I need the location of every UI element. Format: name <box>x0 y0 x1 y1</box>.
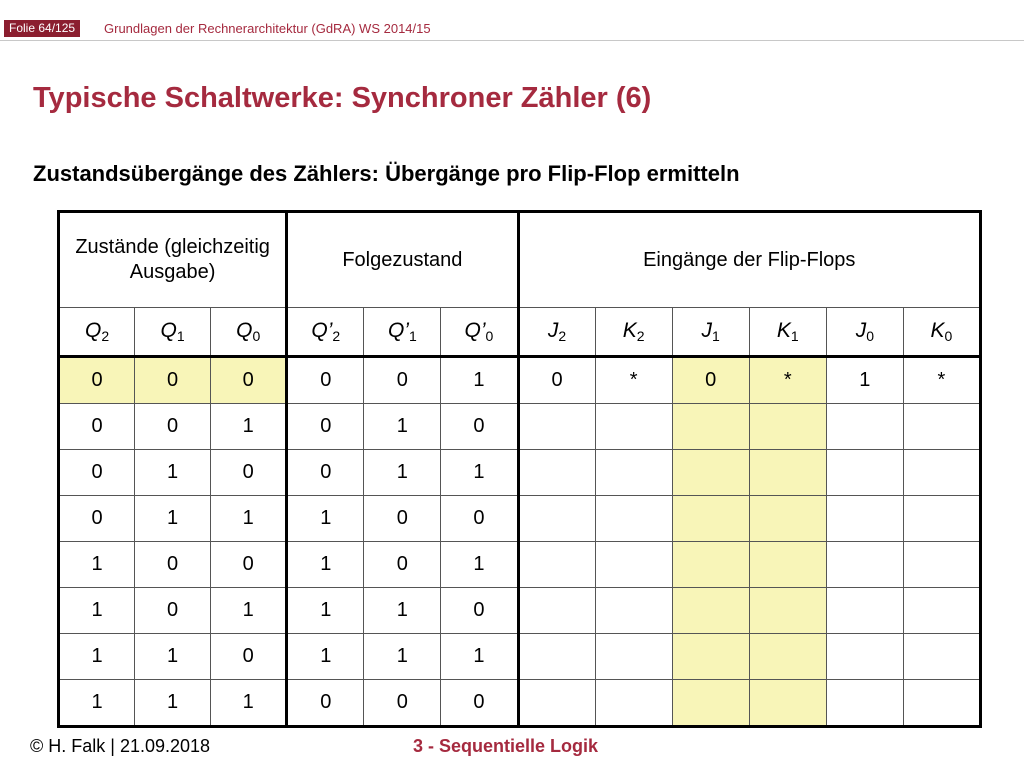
table-row <box>59 450 981 496</box>
table-cell <box>749 542 826 588</box>
table-cell: 0 <box>211 450 287 496</box>
table-cell: 0 <box>135 404 211 450</box>
table-cell <box>595 404 672 450</box>
state-transition-table <box>57 210 982 728</box>
table-cell: * <box>903 357 980 404</box>
table-cell: 0 <box>135 357 211 404</box>
table-cell <box>672 680 749 727</box>
table-row <box>59 357 981 404</box>
table-cell <box>903 404 980 450</box>
table-cell: 1 <box>135 496 211 542</box>
footer-author-date: © H. Falk | 21.09.2018 <box>30 736 211 756</box>
table-cell <box>595 542 672 588</box>
var-header-q2: $Q_2$ <box>59 308 135 357</box>
slide-number-badge: Folie 64/125 <box>4 20 80 37</box>
table-cell: 0 <box>364 542 441 588</box>
table-cell: 1 <box>211 496 287 542</box>
table-cell <box>826 496 903 542</box>
var-header-q0-next: $Q’_0$ <box>441 308 518 357</box>
table-cell <box>672 634 749 680</box>
table-cell <box>903 634 980 680</box>
variable-header-row <box>59 308 981 357</box>
table-cell: 0 <box>364 496 441 542</box>
table-cell <box>672 496 749 542</box>
table-cell: 1 <box>211 680 287 727</box>
table-cell <box>903 680 980 727</box>
table-row <box>59 542 981 588</box>
group-header-next-state: Folgezustand <box>287 212 518 308</box>
table-cell <box>518 404 595 450</box>
table-cell <box>672 450 749 496</box>
table-cell <box>672 588 749 634</box>
slide-subtitle: Zustandsübergänge des Zählers: Übergänge pro Flip-Flop ermitteln <box>33 161 740 186</box>
table-cell <box>672 404 749 450</box>
table-cell <box>518 542 595 588</box>
table-cell: 1 <box>287 496 364 542</box>
table-cell: 1 <box>441 542 518 588</box>
var-header-q0: $Q_0$ <box>211 308 287 357</box>
table-cell <box>749 404 826 450</box>
table-cell <box>595 450 672 496</box>
table-row <box>59 588 981 634</box>
table-cell: 1 <box>287 542 364 588</box>
course-title: Grundlagen der Rechnerarchitektur (GdRA) WS 2014/15 <box>104 21 431 36</box>
table-cell: 0 <box>441 680 518 727</box>
slide-title: Typische Schaltwerke: Synchroner Zähler (6) <box>33 82 652 114</box>
table-cell: 1 <box>287 588 364 634</box>
table-cell <box>826 450 903 496</box>
table-cell: 0 <box>364 357 441 404</box>
table-cell: 1 <box>287 634 364 680</box>
table-cell <box>518 496 595 542</box>
table-cell: 0 <box>59 496 135 542</box>
table-cell <box>826 680 903 727</box>
var-header-j1: $J_1$ <box>672 308 749 357</box>
table-cell: 0 <box>518 357 595 404</box>
table-row <box>59 404 981 450</box>
table-cell: 0 <box>59 357 135 404</box>
table-cell: 1 <box>135 680 211 727</box>
table-cell: 0 <box>441 404 518 450</box>
var-header-j0: $J_0$ <box>826 308 903 357</box>
table-cell: 1 <box>441 357 518 404</box>
table-cell: 1 <box>59 588 135 634</box>
var-header-k0: $K_0$ <box>903 308 980 357</box>
table-cell <box>749 680 826 727</box>
table-cell: 1 <box>441 634 518 680</box>
table-cell: 0 <box>135 588 211 634</box>
table-cell: 0 <box>211 542 287 588</box>
table-cell: 0 <box>672 357 749 404</box>
group-header-ff-inputs: Eingänge der Flip-Flops <box>518 212 981 308</box>
table-cell <box>749 450 826 496</box>
table-cell: 0 <box>441 588 518 634</box>
table-cell <box>826 634 903 680</box>
var-header-q1-next: $Q’_1$ <box>364 308 441 357</box>
table-cell: 1 <box>364 634 441 680</box>
table-cell: 1 <box>211 588 287 634</box>
footer-chapter: 3 - Sequentielle Logik <box>413 736 599 756</box>
table-cell <box>595 634 672 680</box>
table-cell: 1 <box>364 588 441 634</box>
table-cell <box>826 404 903 450</box>
table-cell: 0 <box>287 404 364 450</box>
table-row <box>59 680 981 727</box>
table-cell <box>672 542 749 588</box>
var-header-k1: $K_1$ <box>749 308 826 357</box>
table-cell <box>518 588 595 634</box>
table-cell <box>826 542 903 588</box>
table-cell: * <box>595 357 672 404</box>
table-cell: 1 <box>826 357 903 404</box>
header-divider <box>0 40 1024 41</box>
table-cell <box>595 496 672 542</box>
table-cell <box>749 634 826 680</box>
var-header-j2: $J_2$ <box>518 308 595 357</box>
table-cell: 0 <box>287 680 364 727</box>
group-header-states: Zustände (gleichzeitig Ausgabe) <box>59 212 287 308</box>
var-header-k2: $K_2$ <box>595 308 672 357</box>
table-cell: * <box>749 357 826 404</box>
table-cell: 1 <box>364 450 441 496</box>
table-cell: 0 <box>441 496 518 542</box>
table-row <box>59 634 981 680</box>
table-cell: 1 <box>364 404 441 450</box>
table-cell <box>518 634 595 680</box>
table-cell: 1 <box>135 450 211 496</box>
table-cell <box>903 450 980 496</box>
table-cell: 1 <box>135 634 211 680</box>
table-cell <box>749 496 826 542</box>
table-cell: 1 <box>59 634 135 680</box>
table-cell <box>826 588 903 634</box>
table-cell: 1 <box>59 542 135 588</box>
table-cell: 0 <box>364 680 441 727</box>
table-cell <box>518 450 595 496</box>
table-row <box>59 496 981 542</box>
table-cell <box>595 588 672 634</box>
table-cell: 1 <box>59 680 135 727</box>
table-cell <box>595 680 672 727</box>
table-cell: 0 <box>135 542 211 588</box>
table-cell: 0 <box>59 450 135 496</box>
table-cell: 0 <box>287 357 364 404</box>
table-cell: 0 <box>211 357 287 404</box>
table-cell: 1 <box>441 450 518 496</box>
table-cell <box>518 680 595 727</box>
table-cell: 0 <box>287 450 364 496</box>
var-header-q2-next: $Q’_2$ <box>287 308 364 357</box>
var-header-q1: $Q_1$ <box>135 308 211 357</box>
table-cell <box>903 496 980 542</box>
table-cell: 0 <box>59 404 135 450</box>
table-cell <box>903 588 980 634</box>
table-cell <box>749 588 826 634</box>
table-cell: 1 <box>211 404 287 450</box>
table-cell <box>903 542 980 588</box>
table-cell: 0 <box>211 634 287 680</box>
